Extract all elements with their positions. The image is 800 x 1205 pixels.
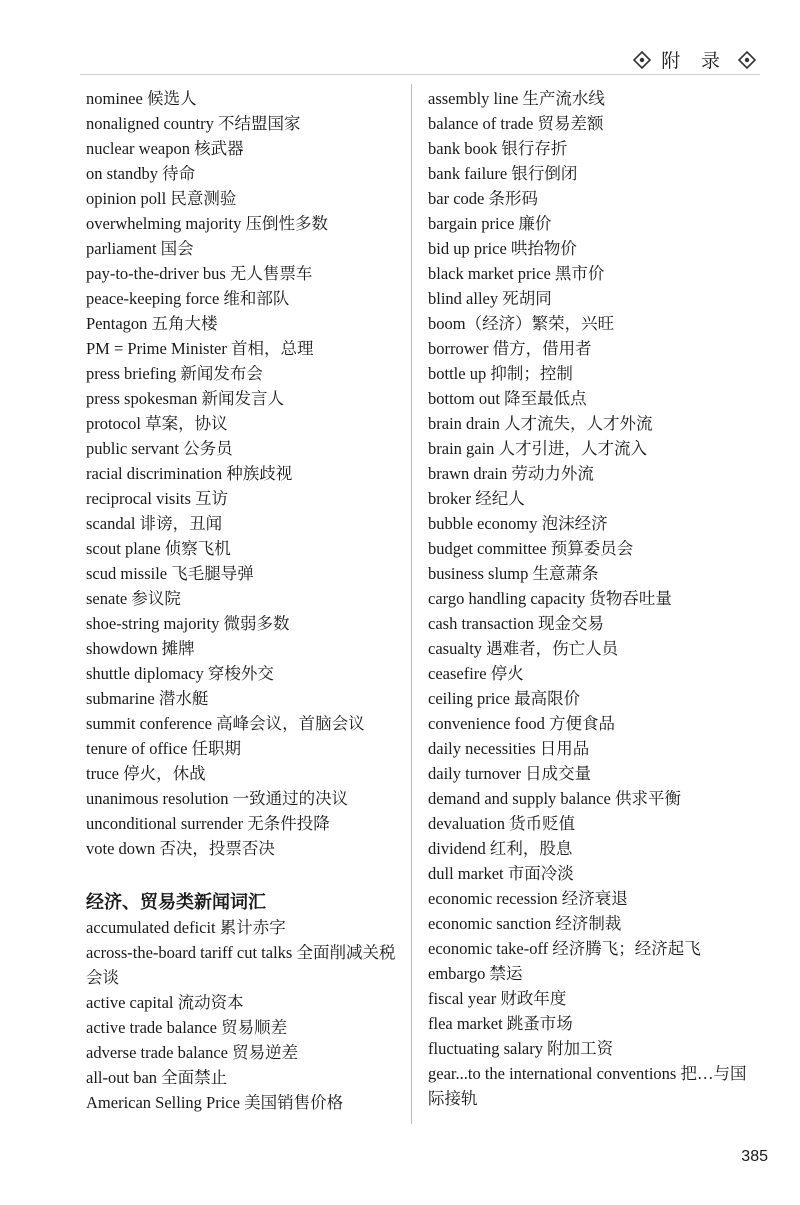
glossary-entry: balance of trade 贸易差额 bbox=[428, 114, 604, 133]
glossary-entry: scout plane 侦察飞机 bbox=[86, 539, 231, 558]
glossary-entry: economic sanction 经济制裁 bbox=[428, 914, 622, 933]
glossary-entry: all-out ban 全面禁止 bbox=[86, 1068, 228, 1087]
section-spacer bbox=[86, 861, 404, 886]
glossary-entry: dull market 市面冷淡 bbox=[428, 864, 574, 883]
left-column bbox=[86, 86, 404, 1115]
glossary-entry: devaluation 货币贬值 bbox=[428, 814, 576, 833]
glossary-entry: across-the-board tariff cut talks 全面削减关税会谈 bbox=[86, 943, 396, 987]
glossary-entry: press spokesman 新闻发言人 bbox=[86, 389, 284, 408]
glossary-entry: daily necessities 日用品 bbox=[428, 739, 590, 758]
glossary-entry: adverse trade balance 贸易逆差 bbox=[86, 1043, 299, 1062]
glossary-entry: truce 停火，休战 bbox=[86, 764, 206, 783]
section-title: 经济、贸易类新闻词汇 bbox=[86, 892, 266, 913]
glossary-entry: cash transaction 现金交易 bbox=[428, 614, 604, 633]
glossary-entry: bar code 条形码 bbox=[428, 189, 538, 208]
glossary-entry: blind alley 死胡同 bbox=[428, 289, 552, 308]
glossary-entry: broker 经纪人 bbox=[428, 489, 525, 508]
glossary-entry: brain drain 人才流失，人才外流 bbox=[428, 414, 653, 433]
header-title: 附 录 bbox=[661, 51, 728, 72]
glossary-entry: parliament 国会 bbox=[86, 239, 194, 258]
glossary-entry: protocol 草案，协议 bbox=[86, 414, 228, 433]
header-rule bbox=[80, 74, 760, 75]
diamond-ornament-icon bbox=[738, 51, 756, 69]
glossary-entry: fiscal year 财政年度 bbox=[428, 989, 567, 1008]
glossary-entry: ceasefire 停火 bbox=[428, 664, 524, 683]
glossary-entry: accumulated deficit 累计赤字 bbox=[86, 918, 286, 937]
diamond-ornament-icon bbox=[633, 51, 651, 69]
glossary-entry: flea market 跳蚤市场 bbox=[428, 1014, 573, 1033]
glossary-entry: vote down 否决，投票否决 bbox=[86, 839, 275, 858]
glossary-entry: overwhelming majority 压倒性多数 bbox=[86, 214, 328, 233]
glossary-entry: pay-to-the-driver bus 无人售票车 bbox=[86, 264, 313, 283]
glossary-entry: economic take-off 经济腾飞；经济起飞 bbox=[428, 939, 701, 958]
glossary-entry: unconditional surrender 无条件投降 bbox=[86, 814, 330, 833]
glossary-entry: opinion poll 民意测验 bbox=[86, 189, 237, 208]
glossary-entry: casualty 遇难者，伤亡人员 bbox=[428, 639, 619, 658]
left-entries-bottom bbox=[86, 915, 404, 1115]
glossary-entry: bid up price 哄抬物价 bbox=[428, 239, 577, 258]
glossary-entry: business slump 生意萧条 bbox=[428, 564, 599, 583]
glossary-entry: racial discrimination 种族歧视 bbox=[86, 464, 293, 483]
glossary-entry: American Selling Price 美国销售价格 bbox=[86, 1093, 344, 1112]
glossary-entry: active trade balance 贸易顺差 bbox=[86, 1018, 288, 1037]
glossary-entry: tenure of office 任职期 bbox=[86, 739, 242, 758]
column-divider bbox=[411, 84, 412, 1124]
glossary-entry: active capital 流动资本 bbox=[86, 993, 244, 1012]
glossary-entry: peace-keeping force 维和部队 bbox=[86, 289, 290, 308]
glossary-entry: cargo handling capacity 货物吞吐量 bbox=[428, 589, 672, 608]
glossary-entry: press briefing 新闻发布会 bbox=[86, 364, 263, 383]
glossary-entry: dividend 红利，股息 bbox=[428, 839, 573, 858]
glossary-entry: summit conference 高峰会议，首脑会议 bbox=[86, 714, 365, 733]
glossary-entry: ceiling price 最高限价 bbox=[428, 689, 581, 708]
glossary-entry: convenience food 方便食品 bbox=[428, 714, 615, 733]
glossary-entry: brain gain 人才引进，人才流入 bbox=[428, 439, 648, 458]
glossary-entry: Pentagon 五角大楼 bbox=[86, 314, 218, 333]
glossary-entry: economic recession 经济衰退 bbox=[428, 889, 628, 908]
glossary-entry: shuttle diplomacy 穿梭外交 bbox=[86, 664, 274, 683]
glossary-entry: daily turnover 日成交量 bbox=[428, 764, 592, 783]
page-header bbox=[633, 46, 756, 73]
glossary-entry: bank failure 银行倒闭 bbox=[428, 164, 578, 183]
glossary-entry: bubble economy 泡沫经济 bbox=[428, 514, 608, 533]
glossary-entry: demand and supply balance 供求平衡 bbox=[428, 789, 681, 808]
glossary-entry: PM = Prime Minister 首相，总理 bbox=[86, 339, 314, 358]
glossary-entry: fluctuating salary 附加工资 bbox=[428, 1039, 614, 1058]
right-column bbox=[428, 86, 758, 1111]
glossary-entry: black market price 黑市价 bbox=[428, 264, 605, 283]
glossary-entry: senate 参议院 bbox=[86, 589, 181, 608]
glossary-entry: bottom out 降至最低点 bbox=[428, 389, 587, 408]
glossary-entry: showdown 摊牌 bbox=[86, 639, 195, 658]
glossary-entry: bank book 银行存折 bbox=[428, 139, 568, 158]
glossary-entry: gear...to the international conventions 把…与国际接轨 bbox=[428, 1064, 747, 1108]
glossary-entry: unanimous resolution 一致通过的决议 bbox=[86, 789, 349, 808]
glossary-entry: bottle up 抑制；控制 bbox=[428, 364, 573, 383]
glossary-entry: embargo 禁运 bbox=[428, 964, 523, 983]
glossary-entry: bargain price 廉价 bbox=[428, 214, 552, 233]
glossary-entry: on standby 待命 bbox=[86, 164, 196, 183]
left-entries-top bbox=[86, 86, 404, 861]
glossary-entry: nonaligned country 不结盟国家 bbox=[86, 114, 301, 133]
glossary-entry: shoe-string majority 微弱多数 bbox=[86, 614, 290, 633]
glossary-entry: nominee 候选人 bbox=[86, 89, 197, 108]
glossary-entry: reciprocal visits 互访 bbox=[86, 489, 229, 508]
glossary-entry: boom（经济）繁荣，兴旺 bbox=[428, 314, 615, 333]
glossary-entry: scud missile 飞毛腿导弹 bbox=[86, 564, 254, 583]
glossary-entry: budget committee 预算委员会 bbox=[428, 539, 634, 558]
glossary-entry: nuclear weapon 核武器 bbox=[86, 139, 244, 158]
glossary-entry: submarine 潜水艇 bbox=[86, 689, 209, 708]
glossary-entry: assembly line 生产流水线 bbox=[428, 89, 605, 108]
glossary-entry: public servant 公务员 bbox=[86, 439, 233, 458]
page-number: 385 bbox=[741, 1148, 768, 1165]
right-entries bbox=[428, 86, 758, 1111]
glossary-entry: borrower 借方，借用者 bbox=[428, 339, 592, 358]
glossary-entry: scandal 诽谤，丑闻 bbox=[86, 514, 223, 533]
glossary-entry: brawn drain 劳动力外流 bbox=[428, 464, 594, 483]
